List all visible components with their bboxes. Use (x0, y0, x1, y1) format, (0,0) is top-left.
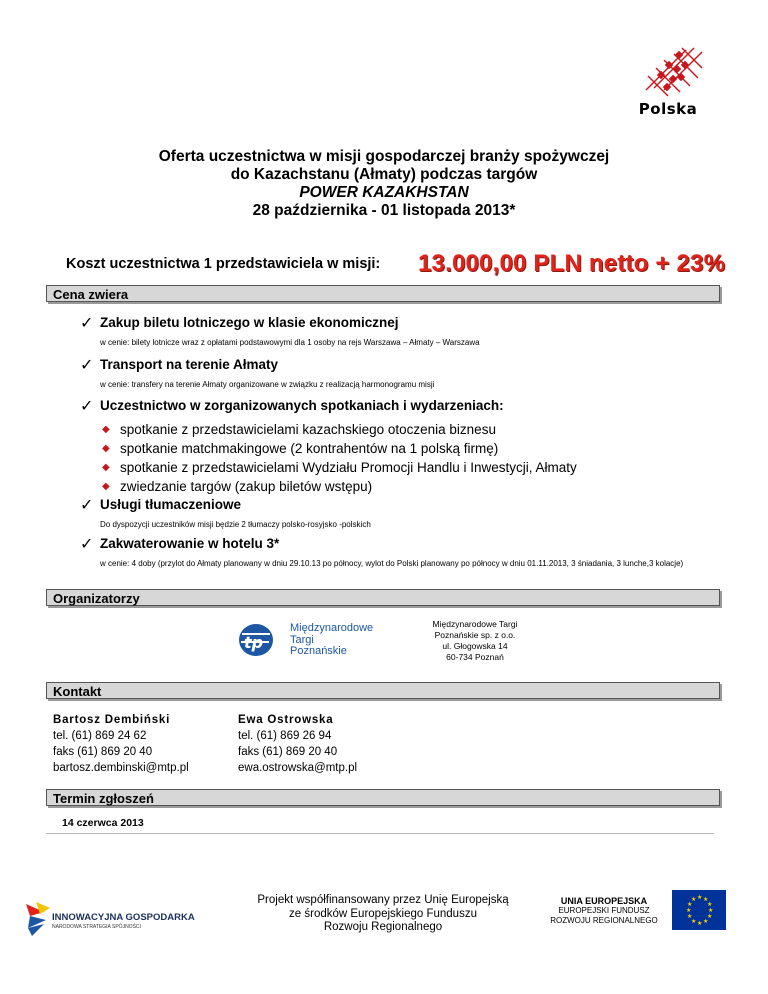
included-item-title: Uczestnictwo w zorganizowanych spotkaniach i wydarzeniach: (100, 398, 504, 413)
section-header-organizers: Organizatorzy (46, 589, 720, 606)
included-item-title: Transport na terenie Ałmaty (100, 357, 279, 372)
contact-name: Bartosz Dembiński (53, 714, 171, 726)
cofinancing-line: ze środków Europejskiego Funduszu (289, 907, 477, 920)
event-name: POWER KAZAKHSTAN (299, 184, 469, 201)
contact-name: Ewa Ostrowska (238, 714, 334, 726)
included-item-note: w cenie: 4 doby (przylot do Ałmaty planowany w dniu 29.10.13 po północy, wylot do Polski planowany po północy w dniu 01.11.2013, 3 śniadania, 3 lunche,3 kolacje) (100, 559, 684, 568)
svg-text:★: ★ (697, 894, 703, 901)
svg-text:tp: tp (244, 633, 264, 652)
cofinancing-line: Projekt współfinansowany przez Unię Europejską (257, 894, 509, 906)
checkmark-icon: ✓ (80, 313, 94, 332)
contact-email[interactable]: bartosz.dembinski@mtp.pl (53, 762, 189, 774)
mtp-logo-line: Targi (290, 633, 314, 646)
svg-text:★: ★ (691, 918, 697, 925)
title-line: do Kazachstanu (Ałmaty) podczas targów (230, 166, 538, 183)
contact-fax: faks (61) 869 20 40 (238, 746, 338, 758)
eu-label-line: ROZWOJU REGIONALNEGO (550, 916, 658, 925)
divider (46, 833, 714, 834)
svg-text:★: ★ (707, 901, 713, 908)
list-item (102, 477, 577, 496)
checkmark-icon: ✓ (80, 495, 94, 514)
included-item-title: Usługi tłumaczeniowe (100, 497, 242, 512)
organizer-address (420, 619, 530, 663)
svg-text:★: ★ (687, 913, 693, 920)
included-item-note: w cenie: bilety lotnicze wraz z opłatami podstawowymi dla 1 osoby na rejs Warszawa – Ałmaty – Warszawa (100, 338, 480, 347)
included-item (80, 355, 720, 390)
mtp-logo-text (290, 623, 373, 658)
cofinancing-line: Rozwoju Regionalnego (323, 921, 443, 933)
svg-text:★: ★ (691, 896, 697, 903)
address-line: ul. Głogowska 14 (442, 641, 508, 651)
contact-phone: tel. (61) 869 24 62 (53, 730, 147, 742)
cofinancing-note (236, 894, 530, 935)
mtp-logo-line: Międzynarodowe (290, 622, 374, 634)
polska-logo (616, 44, 706, 124)
eu-label-line: EUROPEJSKI FUNDUSZ (558, 906, 650, 915)
included-item (80, 313, 720, 348)
mtp-logo-line: Poznańskie (290, 645, 347, 657)
included-item (80, 495, 720, 530)
diamond-bullet-icon: ◆ (102, 462, 110, 473)
included-item (80, 534, 720, 569)
included-item-note: Do dyspozycji uczestników misji będzie 2 tłumaczy polsko-rosyjsko -polskich (100, 520, 371, 529)
list-item-text: spotkanie z przedstawicielami kazachskiego otoczenia biznesu (120, 422, 496, 437)
address-line: Międzynarodowe Targi (432, 619, 518, 629)
cost-label: Koszt uczestnictwa 1 przedstawiciela w misji: (66, 256, 381, 272)
included-item-note: w cenie: transfery na terenie Ałmaty organizowane w związku z realizacją harmonogramu misji (100, 380, 435, 389)
cost-value: 13.000,00 PLN netto + 23% (418, 250, 726, 277)
included-item-title: Zakwaterowanie w hotelu 3* (100, 536, 280, 551)
eu-label-line: UNIA EUROPEJSKA (560, 896, 648, 906)
checkmark-icon: ✓ (80, 534, 94, 553)
included-item (80, 396, 720, 415)
contact-card (238, 712, 357, 776)
checkmark-icon: ✓ (80, 355, 94, 374)
events-list (102, 420, 577, 496)
svg-text:★: ★ (707, 913, 713, 920)
list-item (102, 420, 577, 439)
event-dates: 28 października - 01 listopada 2013* (252, 202, 516, 219)
list-item (102, 458, 577, 477)
title-line: Oferta uczestnictwa w misji gospodarczej branży spożywczej (158, 148, 610, 165)
diamond-bullet-icon: ◆ (102, 424, 110, 435)
svg-text:★: ★ (703, 918, 709, 925)
svg-text:★: ★ (697, 920, 703, 927)
eu-flag-icon (672, 890, 726, 930)
svg-text:★: ★ (708, 907, 714, 914)
list-item (102, 439, 577, 458)
ig-title: INNOWACYJNA GOSPODARKA (52, 912, 195, 923)
list-item-text: zwiedzanie targów (zakup biletów wstępu) (120, 479, 373, 494)
diamond-bullet-icon: ◆ (102, 481, 110, 492)
contact-phone: tel. (61) 869 26 94 (238, 730, 332, 742)
section-header-deadline: Termin zgłoszeń (46, 789, 720, 806)
contact-card (53, 712, 189, 776)
polska-logo-text: Polska (638, 100, 698, 118)
deadline-date: 14 czerwca 2013 (62, 817, 144, 829)
section-header-contact: Kontakt (46, 682, 720, 699)
address-line: 60-734 Poznań (446, 652, 504, 662)
diamond-bullet-icon: ◆ (102, 443, 110, 454)
list-item-text: spotkanie matchmakingowe (2 kontrahentów na 1 polską firmę) (120, 441, 499, 456)
polska-logo-mark-icon (616, 44, 706, 102)
page-title (120, 148, 648, 220)
included-item-title: Zakup biletu lotniczego w klasie ekonomicznej (100, 315, 399, 330)
list-item-text: spotkanie z przedstawicielami Wydziału Promocji Handlu i Inwestycji, Ałmaty (120, 460, 577, 475)
address-line: Poznańskie sp. z o.o. (434, 630, 516, 640)
svg-text:★: ★ (687, 901, 693, 908)
mtp-globe-icon (236, 620, 288, 660)
svg-text:★: ★ (686, 907, 692, 914)
contact-fax: faks (61) 869 20 40 (53, 746, 153, 758)
ig-subtitle: NARODOWA STRATEGIA SPÓJNOŚCI (52, 924, 141, 930)
eu-fund-label (548, 896, 660, 926)
svg-text:★: ★ (703, 896, 709, 903)
contact-email[interactable]: ewa.ostrowska@mtp.pl (238, 762, 358, 774)
section-header-includes: Cena zwiera (46, 285, 720, 302)
innowacyjna-gospodarka-logo (24, 898, 214, 938)
checkmark-icon: ✓ (80, 396, 94, 415)
